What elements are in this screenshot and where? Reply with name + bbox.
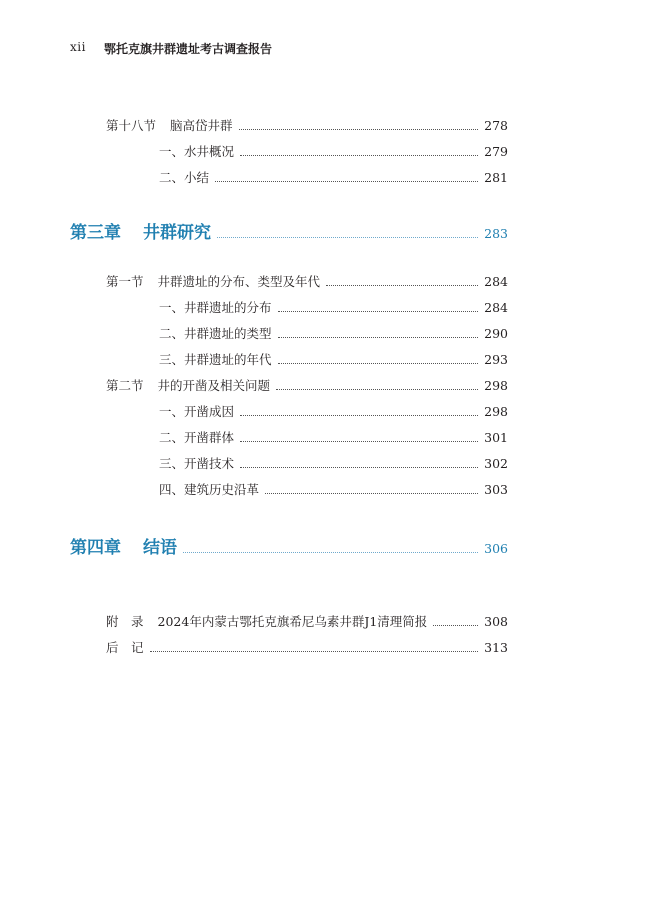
dot-leader [278,337,479,338]
page-number: 298 [484,404,508,419]
chapter-title: 结语 [143,538,177,558]
dot-leader [240,415,478,416]
subsection-title: 二、井群遗址的类型 [159,326,272,341]
toc-subsection[interactable] [159,142,508,160]
dot-leader [183,552,478,553]
toc-subsection[interactable] [159,324,508,342]
toc-entry-label [70,533,177,558]
page-number: 290 [484,326,508,341]
section-number: 第十八节 [106,118,157,133]
toc-entry-label [106,612,427,630]
dot-leader [278,311,479,312]
chapter-number: 第三章 [70,223,121,243]
dot-leader [215,181,478,182]
toc-subsection[interactable] [159,428,508,446]
page-number: 278 [484,118,508,133]
toc-chapter[interactable] [70,533,508,558]
toc-subsection[interactable] [159,298,508,316]
book-title: 鄂托克旗井群遗址考古调查报告 [103,42,272,56]
subsection-title: 四、建筑历史沿革 [159,482,260,497]
page-number: 281 [484,170,508,185]
page-number: 298 [484,378,508,393]
toc-postscript[interactable] [106,638,508,656]
appendix-title: 2024年内蒙古鄂托克旗希尼乌素井群J1清理简报 [157,614,428,629]
dot-leader [265,493,478,494]
page-number: 306 [484,541,508,556]
toc-section[interactable] [106,376,508,394]
subsection-title: 一、开凿成因 [159,404,235,419]
chapter-title: 井群研究 [143,223,211,243]
dot-leader [276,389,478,390]
dot-leader [217,237,478,238]
section-number: 第二节 [106,378,144,393]
page-number: 308 [484,614,508,629]
page-number: 284 [484,274,508,289]
subsection-title: 一、水井概况 [159,144,235,159]
section-number: 第一节 [106,274,144,289]
toc-section[interactable] [106,272,508,290]
section-title: 井的开凿及相关问题 [157,378,271,393]
section-title: 脑高岱井群 [170,118,233,133]
subsection-title: 三、井群遗址的年代 [159,352,272,367]
toc-subsection[interactable] [159,402,508,420]
page-number: 279 [484,144,508,159]
page-number: 302 [484,456,508,471]
dot-leader [239,129,479,130]
toc-entry-label [106,376,270,394]
subsection-title: 三、开凿技术 [159,456,235,471]
toc-appendix[interactable] [106,612,508,630]
page-folio: xii [70,40,86,54]
toc-subsection[interactable] [159,350,508,368]
toc-subsection[interactable] [159,168,508,186]
page-number: 303 [484,482,508,497]
section-title: 井群遗址的分布、类型及年代 [157,274,321,289]
page-number: 283 [484,226,508,241]
toc-subsection[interactable] [159,454,508,472]
subsection-title: 二、小结 [159,170,210,185]
running-head [70,40,272,57]
toc-section[interactable] [106,116,508,134]
dot-leader [278,363,479,364]
appendix-label: 附 录 [106,614,144,629]
subsection-title: 一、井群遗址的分布 [159,300,272,315]
toc-entry-label [70,218,211,243]
dot-leader [240,155,478,156]
dot-leader [240,467,478,468]
toc-subsection[interactable] [159,480,508,498]
toc-entry-label [106,272,320,290]
page-number: 284 [484,300,508,315]
dot-leader [240,441,478,442]
postscript-title: 后 记 [106,640,144,655]
page-number: 293 [484,352,508,367]
dot-leader [326,285,478,286]
page-number: 313 [484,640,508,655]
toc-entry-label [106,116,233,134]
dot-leader [433,625,478,626]
toc-chapter[interactable] [70,218,508,243]
page-number: 301 [484,430,508,445]
chapter-number: 第四章 [70,538,121,558]
subsection-title: 二、开凿群体 [159,430,235,445]
dot-leader [150,651,479,652]
